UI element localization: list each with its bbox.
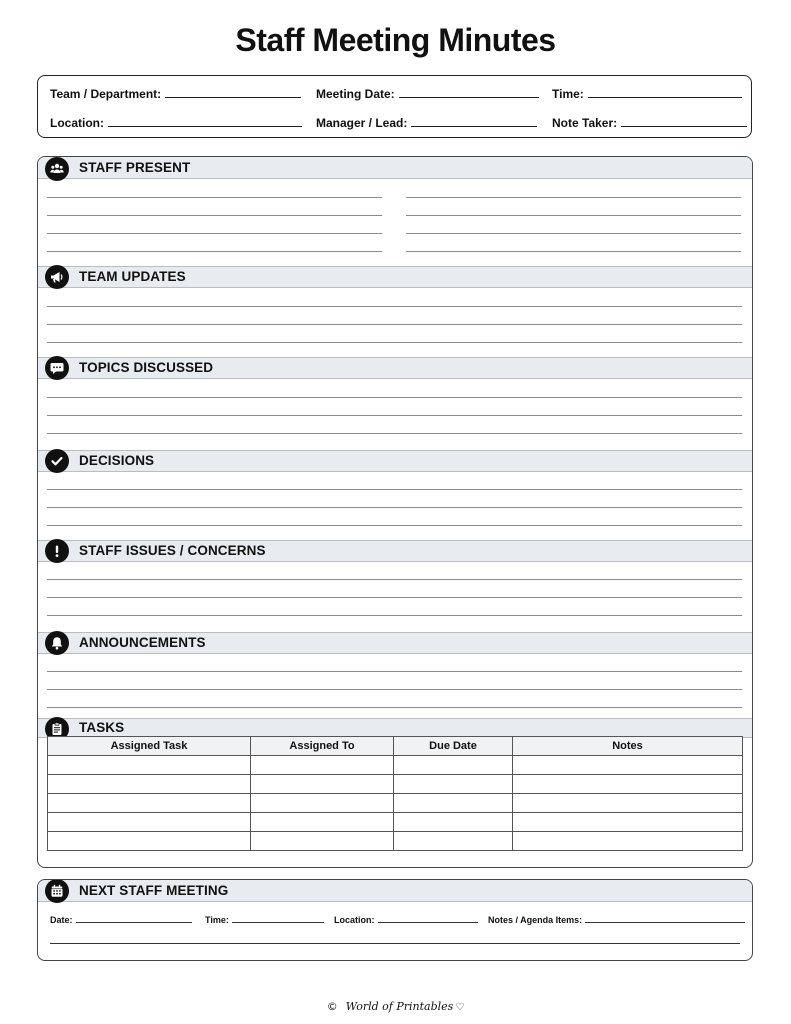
task-cell[interactable] xyxy=(48,756,251,775)
due-date-cell[interactable] xyxy=(394,832,513,851)
staff-line[interactable] xyxy=(406,251,741,252)
bell-icon xyxy=(45,631,69,655)
issues-line[interactable] xyxy=(47,615,742,616)
staff-line[interactable] xyxy=(47,215,382,216)
due-date-cell[interactable] xyxy=(394,775,513,794)
tasks-header-row xyxy=(48,737,743,756)
minutes-sections-box xyxy=(37,156,753,868)
tasks-header xyxy=(38,718,752,738)
checkmark-icon xyxy=(45,449,69,473)
manager-lead-field[interactable]: Manager / Lead: xyxy=(316,116,537,130)
decisions-title: DECISIONS xyxy=(79,453,155,468)
tasks-title: TASKS xyxy=(79,720,125,735)
assigned-to-cell[interactable] xyxy=(251,756,394,775)
people-icon xyxy=(45,157,69,181)
next-location-field[interactable]: Location: xyxy=(334,914,478,925)
notes-cell[interactable] xyxy=(513,832,743,851)
task-cell[interactable] xyxy=(48,813,251,832)
next-meeting-title: NEXT STAFF MEETING xyxy=(79,883,229,898)
chat-bubble-icon xyxy=(45,356,69,380)
column-header: Notes xyxy=(513,737,743,756)
time-field[interactable]: Time: xyxy=(552,87,742,101)
brand-logo: World of Printables xyxy=(345,1000,454,1013)
staff-line[interactable] xyxy=(406,215,741,216)
next-notes-line[interactable] xyxy=(50,943,740,944)
task-cell[interactable] xyxy=(48,794,251,813)
table-row xyxy=(48,813,743,832)
announcements-line[interactable] xyxy=(47,689,742,690)
page-title: Staff Meeting Minutes xyxy=(235,22,556,58)
megaphone-icon xyxy=(45,265,69,289)
meeting-date-field[interactable]: Meeting Date: xyxy=(316,87,539,101)
staff-line[interactable] xyxy=(406,197,741,198)
notes-cell[interactable] xyxy=(513,775,743,794)
team-updates-line[interactable] xyxy=(47,306,742,307)
table-row xyxy=(48,832,743,851)
next-notes-field[interactable]: Notes / Agenda Items: xyxy=(488,914,745,925)
topics-discussed-title: TOPICS DISCUSSED xyxy=(79,360,214,375)
staff-line[interactable] xyxy=(47,251,382,252)
decisions-line[interactable] xyxy=(47,489,742,490)
assigned-to-cell[interactable] xyxy=(251,794,394,813)
team-updates-title: TEAM UPDATES xyxy=(79,269,186,284)
task-cell[interactable] xyxy=(48,832,251,851)
announcements-line[interactable] xyxy=(47,671,742,672)
decisions-line[interactable] xyxy=(47,507,742,508)
notes-cell[interactable] xyxy=(513,794,743,813)
footer xyxy=(0,1000,791,1013)
due-date-cell[interactable] xyxy=(394,756,513,775)
notes-cell[interactable] xyxy=(513,756,743,775)
topics-line[interactable] xyxy=(47,397,742,398)
table-row xyxy=(48,794,743,813)
assigned-to-cell[interactable] xyxy=(251,832,394,851)
issues-line[interactable] xyxy=(47,597,742,598)
column-header: Assigned To xyxy=(251,737,394,756)
exclamation-icon xyxy=(45,539,69,563)
team-department-field[interactable]: Team / Department: xyxy=(50,87,301,101)
due-date-cell[interactable] xyxy=(394,794,513,813)
tasks-table xyxy=(47,736,743,851)
meeting-info-box xyxy=(37,75,752,138)
staff-issues-title: STAFF ISSUES / CONCERNS xyxy=(79,543,266,558)
next-time-field[interactable]: Time: xyxy=(205,914,324,925)
task-cell[interactable] xyxy=(48,775,251,794)
announcements-title: ANNOUNCEMENTS xyxy=(79,635,206,650)
issues-line[interactable] xyxy=(47,579,742,580)
topics-line[interactable] xyxy=(47,415,742,416)
next-meeting-box xyxy=(37,879,753,961)
staff-present-title: STAFF PRESENT xyxy=(79,160,191,175)
heart-icon: ♡ xyxy=(455,1002,465,1013)
note-taker-field[interactable]: Note Taker: xyxy=(552,116,747,130)
decisions-line[interactable] xyxy=(47,525,742,526)
announcements-line[interactable] xyxy=(47,707,742,708)
next-date-field[interactable]: Date: xyxy=(50,914,192,925)
team-updates-line[interactable] xyxy=(47,342,742,343)
location-field[interactable]: Location: xyxy=(50,116,302,130)
table-row xyxy=(48,775,743,794)
copyright-symbol: © xyxy=(326,1000,338,1013)
assigned-to-cell[interactable] xyxy=(251,775,394,794)
topics-line[interactable] xyxy=(47,433,742,434)
staff-line[interactable] xyxy=(47,197,382,198)
column-header: Assigned Task xyxy=(48,737,251,756)
team-updates-line[interactable] xyxy=(47,324,742,325)
assigned-to-cell[interactable] xyxy=(251,813,394,832)
due-date-cell[interactable] xyxy=(394,813,513,832)
column-header: Due Date xyxy=(394,737,513,756)
staff-line[interactable] xyxy=(406,233,741,234)
calendar-icon xyxy=(45,879,69,903)
table-row xyxy=(48,756,743,775)
staff-line[interactable] xyxy=(47,233,382,234)
notes-cell[interactable] xyxy=(513,813,743,832)
